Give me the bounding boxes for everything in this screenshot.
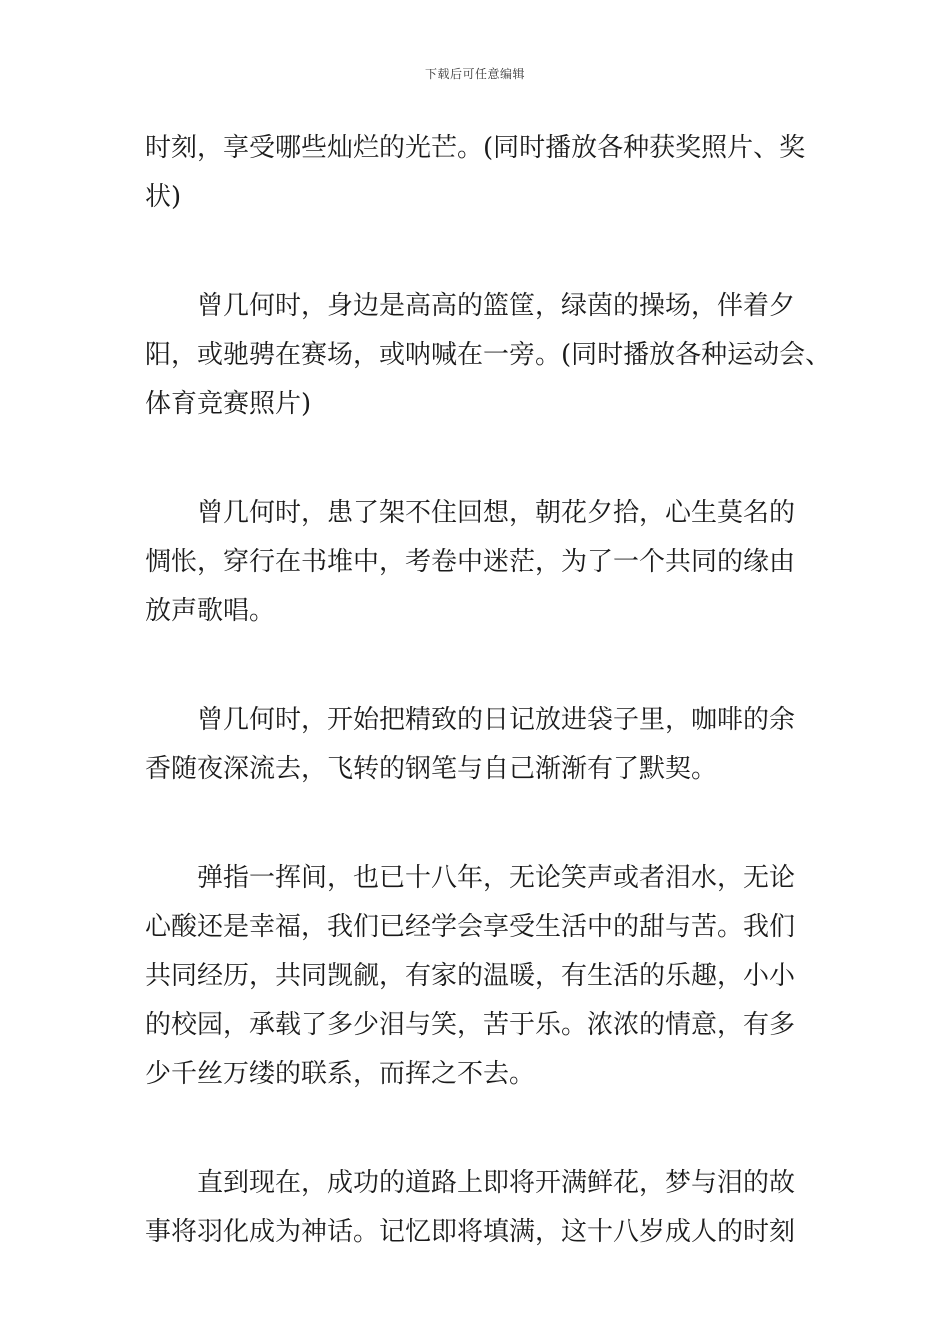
text-line: 体育竞赛照片) bbox=[145, 389, 312, 419]
paragraph-4 bbox=[145, 696, 835, 794]
text-line: 少千丝万缕的联系，而挥之不去。 bbox=[145, 1059, 536, 1089]
text-line: 状) bbox=[145, 182, 182, 212]
text-line: 的校园，承载了多少泪与笑，苦于乐。浓浓的情意，有多 bbox=[145, 1010, 796, 1040]
text-line: 阳，或驰骋在赛场，或呐喊在一旁。(同时播放各种运动会、 bbox=[145, 340, 832, 370]
text-line: 事将羽化成为神话。记忆即将填满，这十八岁成人的时刻 bbox=[145, 1217, 796, 1247]
text-line: 放声歌唱。 bbox=[145, 596, 276, 626]
text-line: 曾几何时，开始把精致的日记放进袋子里，咖啡的余 bbox=[197, 705, 796, 735]
text-line: 惆怅，穿行在书堆中，考卷中迷茫，为了一个共同的缘由 bbox=[145, 547, 796, 577]
text-line: 共同经历，共同觊觎，有家的温暖，有生活的乐趣，小小 bbox=[145, 961, 796, 991]
paragraph-6 bbox=[145, 1159, 835, 1257]
text-line: 香随夜深流去，飞转的钢笔与自己渐渐有了默契。 bbox=[145, 754, 718, 784]
text-line: 曾几何时，患了架不住回想，朝花夕拾，心生莫名的 bbox=[197, 498, 796, 528]
document-body bbox=[145, 124, 835, 1317]
paragraph-2 bbox=[145, 282, 835, 429]
text-line: 直到现在，成功的道路上即将开满鲜花，梦与泪的故 bbox=[197, 1168, 796, 1198]
paragraph-5 bbox=[145, 854, 835, 1099]
text-line: 时刻，享受哪些灿烂的光芒。(同时播放各种获奖照片、奖 bbox=[145, 133, 806, 163]
paragraph-3 bbox=[145, 489, 835, 636]
text-line: 弹指一挥间，也已十八年，无论笑声或者泪水，无论 bbox=[197, 863, 796, 893]
page-header: 下载后可任意编辑 bbox=[424, 67, 525, 81]
text-line: 心酸还是幸福，我们已经学会享受生活中的甜与苦。我们 bbox=[145, 912, 796, 942]
paragraph-1 bbox=[145, 124, 835, 222]
text-line: 曾几何时，身边是高高的篮筐，绿茵的操场，伴着夕 bbox=[197, 291, 796, 321]
